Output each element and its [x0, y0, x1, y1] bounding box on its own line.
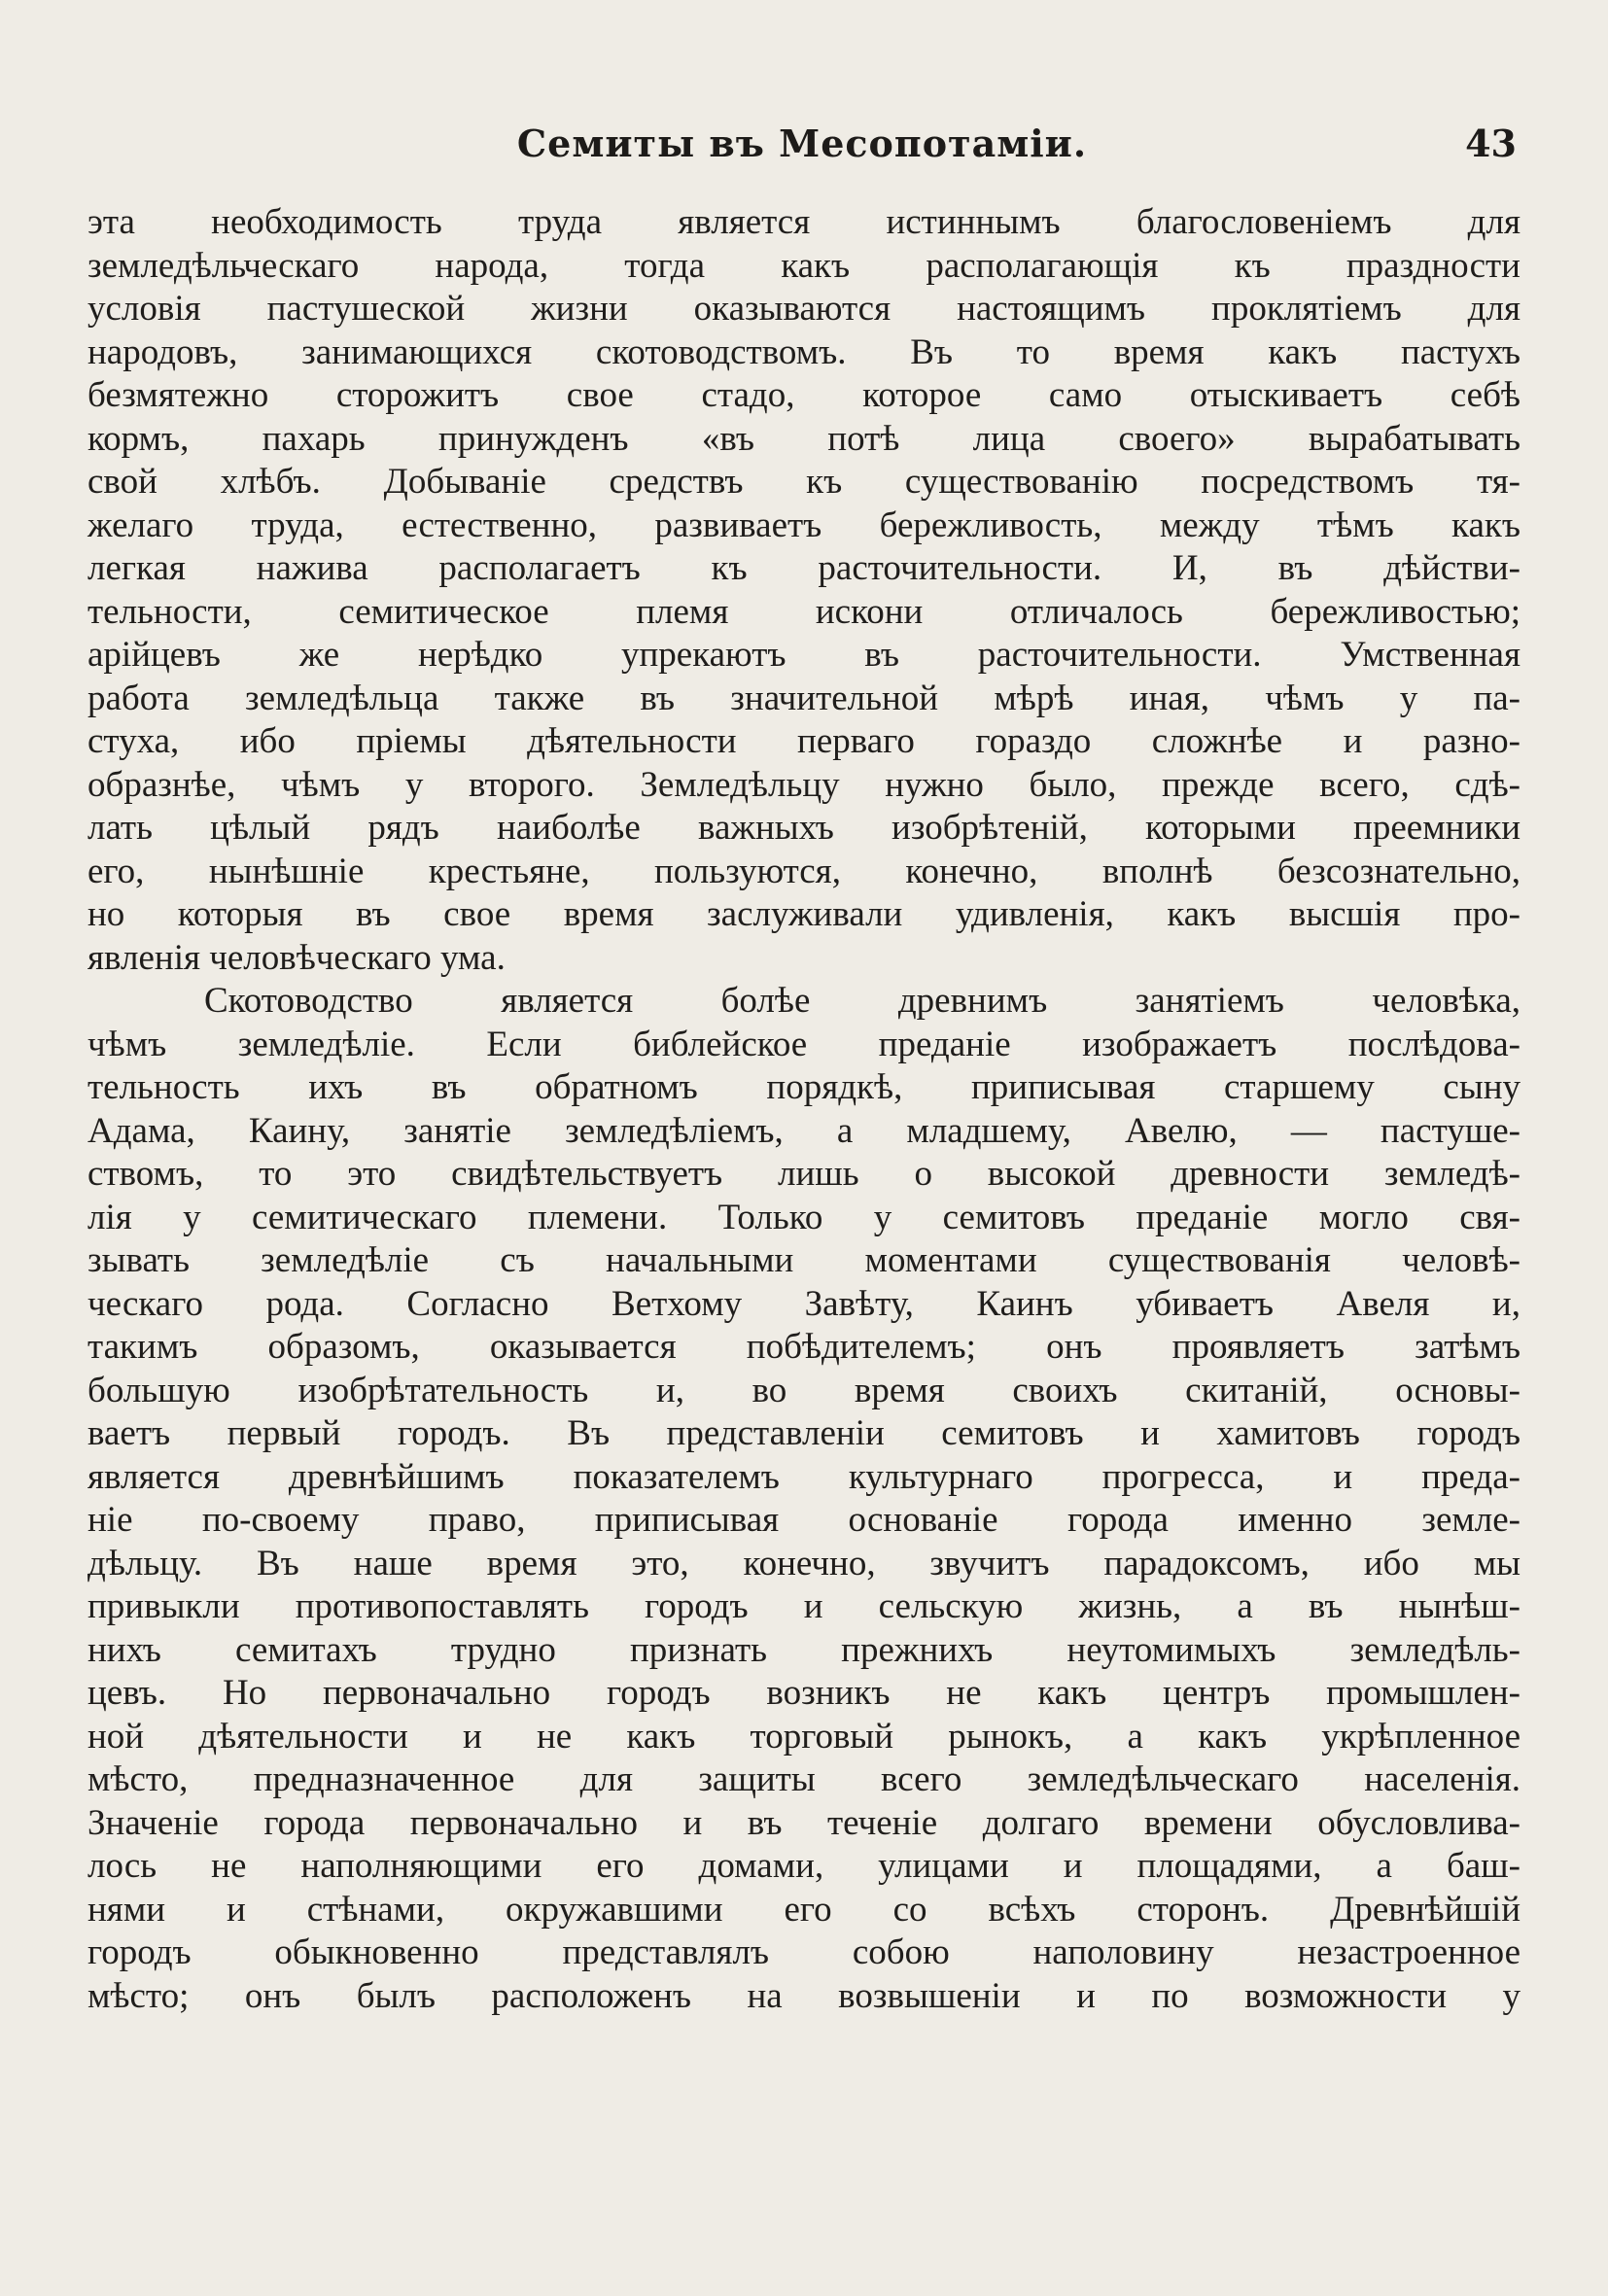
text-line: явленiя человѣческаго ума. — [87, 937, 506, 978]
text-line: тельность ихъ въ обратномъ порядкѣ, приписывая старшему сыну — [87, 1067, 1521, 1107]
paragraph — [87, 980, 1521, 2018]
body-text — [87, 201, 1521, 2018]
text-line: ваетъ первый городъ. Въ представленiи семитовъ и хамитовъ городъ — [87, 1413, 1521, 1453]
text-line: ческаго рода. Согласно Ветхому Завѣту, Каинъ убиваетъ Авеля и, — [87, 1283, 1521, 1324]
page-number: 43 — [1465, 122, 1517, 165]
text-line: мѣсто; онъ былъ расположенъ на возвышенiи и по возможности у — [87, 1975, 1521, 2016]
text-line: мѣсто, предназначенное для защиты всего земледѣльческаго населенiя. — [87, 1759, 1521, 1799]
text-line: чѣмъ земледѣлiе. Если библейское преданiе изображаетъ послѣдова- — [87, 1024, 1521, 1064]
text-line: цевъ. Но первоначально городъ возникъ не какъ центръ промышлен- — [87, 1673, 1521, 1713]
text-line: привыкли противопоставлять городъ и сельскую жизнь, а въ нынѣш- — [87, 1586, 1521, 1626]
text-line: легкая нажива располагаетъ къ расточительности. И, въ дѣйстви- — [87, 548, 1521, 588]
text-line: такимъ образомъ, оказывается побѣдителемъ; онъ проявляетъ затѣмъ — [87, 1327, 1521, 1367]
text-line: Значенiе города первоначально и въ теченiе долгаго времени обусловлива- — [87, 1802, 1521, 1843]
text-line: ствомъ, то это свидѣтельствуетъ лишь о высокой древности земледѣ- — [87, 1154, 1521, 1194]
text-line: земледѣльческаго народа, тогда какъ располагающiя къ праздности — [87, 245, 1521, 286]
text-line: но которыя въ свое время заслуживали удивленiя, какъ высшiя про- — [87, 894, 1521, 934]
text-line: работа земледѣльца также въ значительной мѣрѣ иная, чѣмъ у па- — [87, 678, 1521, 718]
text-line: желаго труда, естественно, развиваетъ бережливость, между тѣмъ какъ — [87, 504, 1521, 545]
text-line: безмятежно сторожитъ свое стадо, которое само отыскиваетъ себѣ — [87, 375, 1521, 415]
text-line: эта необходимость труда является истиннымъ благословенiемъ для — [87, 202, 1521, 242]
text-line: лось не наполняющими его домами, улицами и площадями, а баш- — [87, 1846, 1521, 1886]
text-line: нiе по-своему право, приписывая основанiе города именно земле- — [87, 1500, 1521, 1540]
text-line: зывать земледѣлiе съ начальными моментами существованiя человѣ- — [87, 1240, 1521, 1280]
text-line: лать цѣлый рядъ наиболѣе важныхъ изобрѣтенiй, которыми преемники — [87, 808, 1521, 848]
text-line: является древнѣйшимъ показателемъ культурнаго прогресса, и преда- — [87, 1456, 1521, 1497]
page-header — [87, 122, 1517, 180]
text-line: ной дѣятельности и не какъ торговый рынокъ, а какъ укрѣпленное — [87, 1716, 1521, 1757]
text-line: арiйцевъ же нерѣдко упрекаютъ въ расточительности. Умственная — [87, 635, 1521, 675]
text-line: условiя пастушеской жизни оказываются настоящимъ проклятiемъ для — [87, 289, 1521, 329]
text-line: нихъ семитахъ трудно признать прежнихъ неутомимыхъ земледѣль- — [87, 1629, 1521, 1670]
text-line: его, нынѣшнiе крестьяне, пользуются, конечно, вполнѣ безсознательно, — [87, 851, 1521, 891]
text-line: стуха, ибо прiемы дѣятельности перваго гораздо сложнѣе и разно- — [87, 721, 1521, 761]
text-line: тельности, семитическое племя искони отличалось бережливостью; — [87, 591, 1521, 632]
paragraph — [87, 201, 1521, 980]
text-line: лiя у семитическаго племени. Только у семитовъ преданiе могло свя- — [87, 1197, 1521, 1237]
text-line: нями и стѣнами, окружавшими его со всѣхъ сторонъ. Древнѣйшiй — [87, 1889, 1521, 1930]
running-title: Семиты въ Месопотамiи. — [516, 122, 1088, 165]
text-line: образнѣе, чѣмъ у второго. Земледѣльцу нужно было, прежде всего, сдѣ- — [87, 764, 1521, 805]
text-line: Адама, Каину, занятiе земледѣлiемъ, а младшему, Авелю, — пастуше- — [87, 1110, 1521, 1151]
text-line: дѣльцу. Въ наше время это, конечно, звучитъ парадоксомъ, ибо мы — [87, 1543, 1521, 1583]
text-line: народовъ, занимающихся скотоводствомъ. Въ то время какъ пастухъ — [87, 331, 1521, 372]
text-line: свой хлѣбъ. Добыванiе средствъ къ существованiю посредствомъ тя- — [87, 462, 1521, 502]
text-line: кормъ, пахарь принужденъ «въ потѣ лица своего» вырабатывать — [87, 418, 1521, 459]
text-line: большую изобрѣтательность и, во время своихъ скитанiй, основы- — [87, 1370, 1521, 1410]
text-line: городъ обыкновенно представлялъ собою наполовину незастроенное — [87, 1932, 1521, 1972]
text-line: Скотоводство является болѣе древнимъ занятiемъ человѣка, — [204, 981, 1521, 1021]
